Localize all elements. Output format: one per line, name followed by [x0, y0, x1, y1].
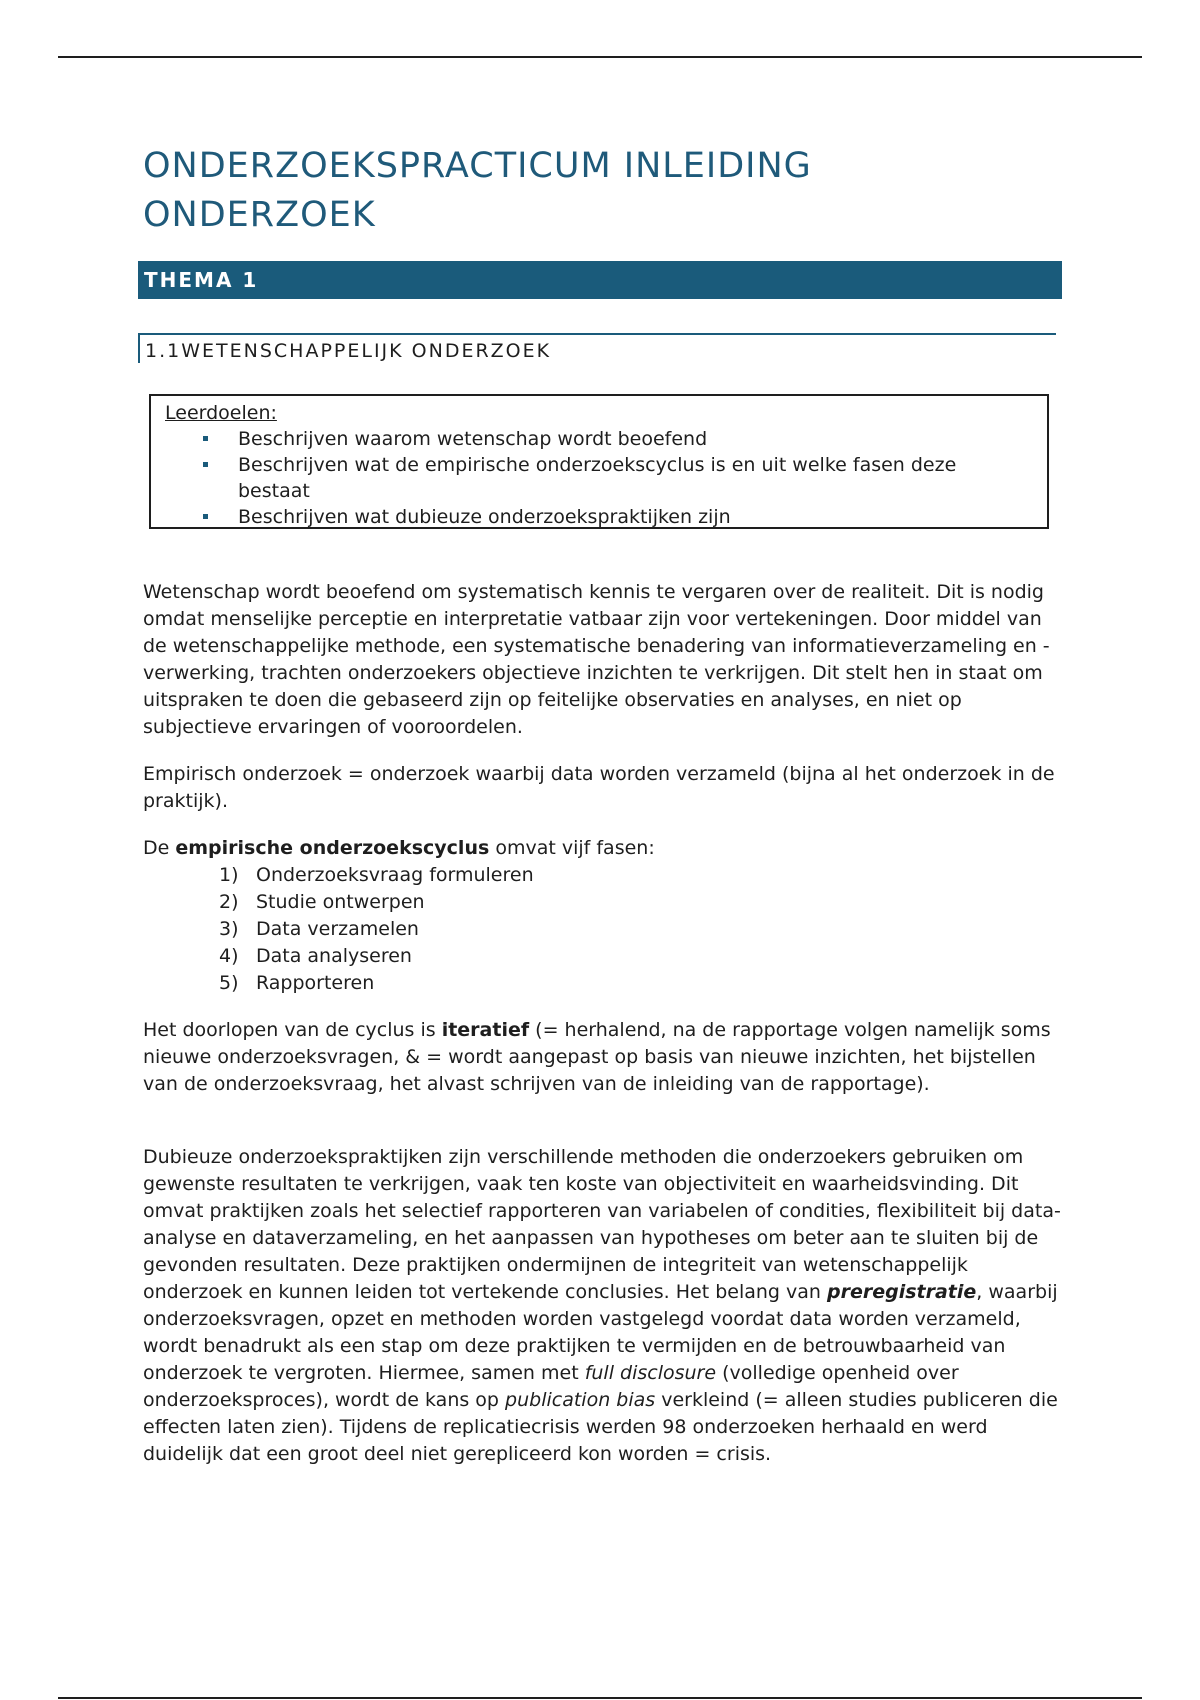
learning-goals-title: Leerdoelen: — [165, 402, 277, 424]
publication-bias-term: publication bias — [505, 1389, 656, 1411]
iterative-text: Het doorlopen van de cyclus is — [143, 1019, 442, 1041]
step-text: Data verzamelen — [256, 918, 419, 940]
learning-goal-item — [165, 426, 1047, 452]
step-number: 1) — [219, 864, 239, 886]
step-text: Rapporteren — [256, 972, 375, 994]
cycle-step — [219, 862, 534, 889]
theme-banner: THEMA 1 — [138, 261, 1062, 299]
title-line-1: ONDERZOEKSPRACTICUM INLEIDING — [143, 146, 812, 186]
step-text: Onderzoeksvraag formuleren — [256, 864, 534, 886]
full-disclosure-term: full disclosure — [584, 1362, 717, 1384]
qrp-text-2: , waarbij onderzoeksvragen, opzet en methoden worden vastgelegd voordat data worden verzameld, wordt benadrukt als een stap om deze praktijken te vermijden en de betrouwbaarheid van onderzoek te vergroten. Hiermee, samen met — [143, 1281, 1058, 1384]
cycle-intro-text: De — [143, 837, 176, 859]
square-bullet-icon — [203, 514, 208, 519]
learning-goal-text: Beschrijven wat dubieuze onderzoekspraktijken zijn — [238, 506, 731, 528]
preregistration-term: preregistratie — [827, 1281, 977, 1303]
qrp-text-4: verkleind (= alleen studies publiceren die effecten laten zien). Tijdens de replicatiecrisis werden 98 onderzoeken herhaald en werd duidelijk dat een groot deel niet gerepliceerd kon worden = crisis. — [143, 1389, 1058, 1465]
square-bullet-icon — [203, 462, 208, 467]
qrp-text-3: (volledige openheid over onderzoeksproces), wordt de kans op — [143, 1362, 959, 1411]
footer-rule — [58, 1697, 1142, 1699]
cycle-step — [219, 889, 534, 916]
learning-goals-list — [165, 426, 1047, 529]
paragraph-iterative — [143, 1017, 1063, 1098]
step-number: 4) — [219, 945, 239, 967]
section-heading: 1.1WETENSCHAPPELIJK ONDERZOEK — [138, 333, 1056, 363]
step-number: 5) — [219, 972, 239, 994]
cycle-step — [219, 916, 534, 943]
cycle-step — [219, 970, 534, 997]
iterative-bold: iteratief — [441, 1019, 530, 1041]
document-title — [143, 142, 1043, 240]
cycle-intro-bold: empirische onderzoekscyclus — [175, 837, 490, 859]
qrp-text-1: Dubieuze onderzoekspraktijken zijn verschillende methoden die onderzoekers gebruiken om gewenste resultaten te verkrijgen, vaak ten koste van objectiviteit en waarheidsvinding. Dit omvat praktijken zoals het selectief rapporteren van variabelen of condities, flexibiliteit bij data-analyse en dataverzameling, en het aanpassen van hypotheses om beter aan te sluiten bij de gevonden resultaten. Deze praktijken ondermijnen de integriteit van wetenschappelijk onderzoek en kunnen leiden tot vertekende conclusies. Het belang van — [143, 1146, 1061, 1303]
step-text: Studie ontwerpen — [256, 891, 425, 913]
paragraph-science: Wetenschap wordt beoefend om systematisch kennis te vergaren over de realiteit. Dit is nodig omdat menselijke perceptie en interpretatie vatbaar zijn voor vertekeningen. Door middel van de wetenschappelijke methode, een systematische benadering van informatieverzameling en -verwerking, trachten onderzoekers objectieve inzichten te verkrijgen. Dit stelt hen in staat om uitspraken te doen die gebaseerd zijn op feitelijke observaties en analyses, en niet op subjectieve ervaringen of vooroordelen. — [143, 581, 1050, 738]
learning-goal-text: Beschrijven wat de empirische onderzoekscyclus is en uit welke fasen deze bestaat — [238, 454, 957, 502]
square-bullet-icon — [203, 436, 208, 441]
step-number: 2) — [219, 891, 239, 913]
title-line-2: ONDERZOEK — [143, 195, 376, 235]
learning-goal-item — [165, 452, 1047, 504]
learning-goals-box — [149, 394, 1049, 529]
header-rule — [58, 56, 1142, 58]
step-number: 3) — [219, 918, 239, 940]
paragraph-questionable-practices — [143, 1144, 1063, 1468]
cycle-steps-list — [219, 862, 534, 997]
learning-goal-item — [165, 504, 1047, 529]
paragraph-empirical: Empirisch onderzoek = onderzoek waarbij data worden verzameld (bijna al het onderzoek in de praktijk). — [143, 763, 1055, 812]
iterative-text-end: (= herhalend, na de rapportage volgen namelijk soms nieuwe onderzoeksvragen, & = wordt aangepast op basis van nieuwe inzichten, het bijstellen van de onderzoeksvraag, het alvast schrijven van de inleiding van de rapportage). — [143, 1019, 1051, 1095]
step-text: Data analyseren — [256, 945, 412, 967]
cycle-intro-text-end: omvat vijf fasen: — [489, 837, 655, 859]
learning-goal-text: Beschrijven waarom wetenschap wordt beoefend — [238, 428, 708, 450]
paragraph-cycle-intro — [143, 835, 1063, 862]
cycle-step — [219, 943, 534, 970]
